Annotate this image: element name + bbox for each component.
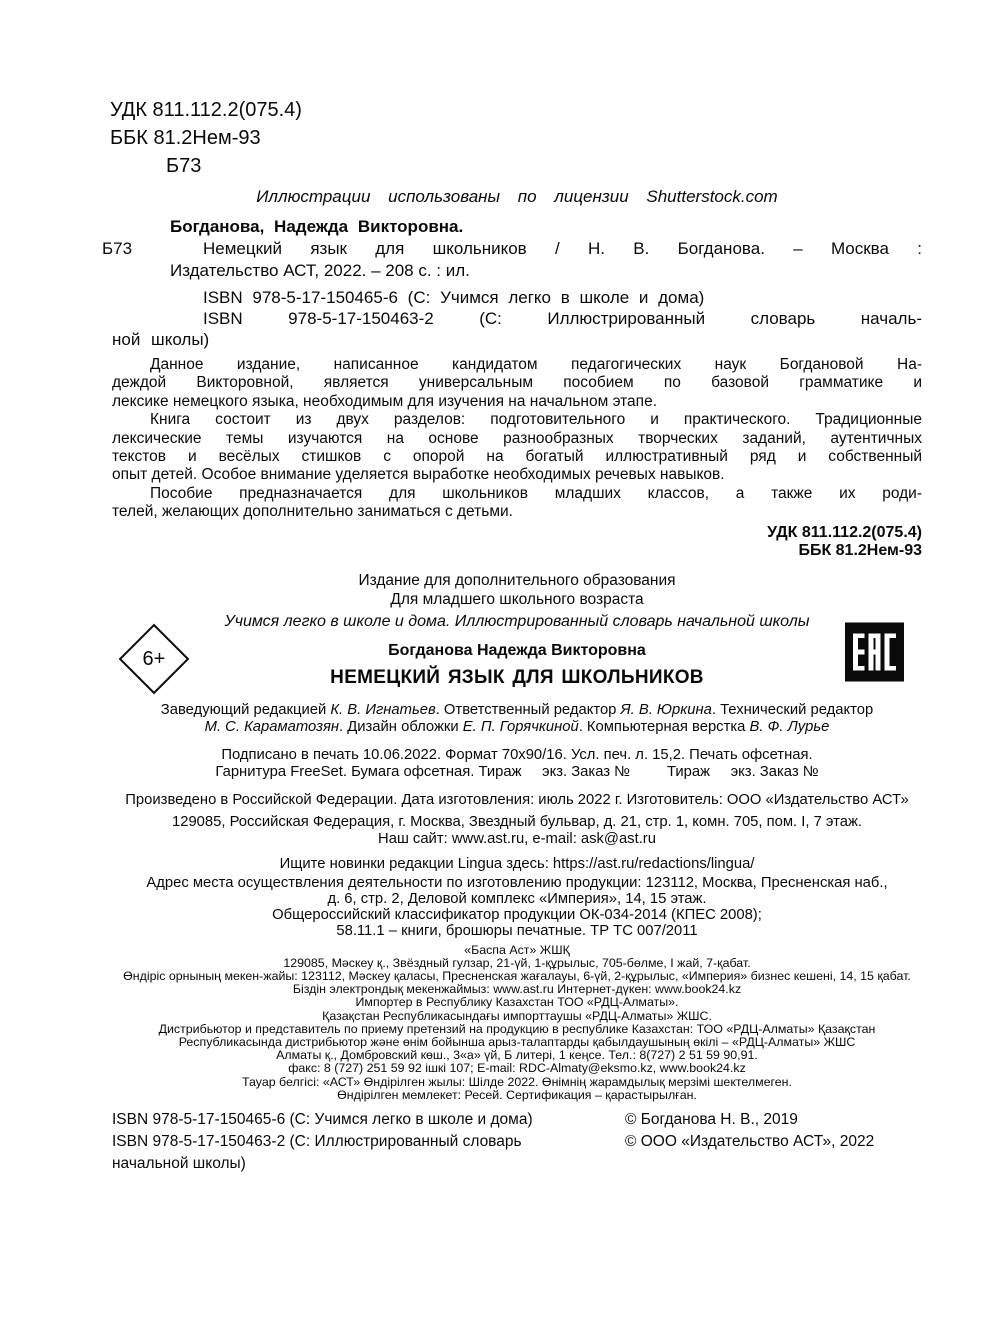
annotation-line: Книга состоит из двух разделов: подготовительного и практического. Традиционные	[150, 411, 922, 429]
annotation-line: лексические темы изучаются на основе разнообразных творческих заданий, аутентичных	[112, 429, 922, 447]
copyright-author: © Богданова Н. В., 2019	[625, 1111, 798, 1129]
annotation-line: текстов и весёлых стишков с опорой на богатый иллюстративный ряд и собственный	[112, 448, 922, 466]
copyright-column	[625, 1109, 874, 1153]
print-info-line-2: Гарнитура FreeSet. Бумага офсетная. Тираж экз. Заказ № Тираж экз. Заказ №	[215, 763, 819, 780]
publisher-site-line: Наш сайт: www.ast.ru, e-mail: ask@ast.ru	[378, 830, 656, 847]
kz-line: Дистрибьютор и представитель по приему претензий на продукцию в республике Казахстан: ТОО «РДЦ-Алматы» Қазақстан	[158, 1021, 876, 1036]
isbn-line-2: ISBN 978-5-17-150463-2 (С: Иллюстрированный словарь началь-	[203, 309, 922, 328]
kz-line: Біздін электрондық мекенжаймыз: www.ast.ru Интернет-дүкен: www.book24.kz	[292, 982, 742, 997]
editors-line-2	[112, 719, 922, 736]
catalog-card-label: Б73	[102, 239, 133, 258]
editors-text: . Компьютерная верстка	[578, 718, 750, 735]
kz-line: Өндірілген мемлекет: Ресей. Сертификация – қарастырылған.	[337, 1087, 697, 1102]
kz-line: Импортер в Республику Казахстан ТОО «РДЦ-Алматы».	[355, 995, 679, 1010]
editors-block	[112, 702, 922, 736]
license-line: Иллюстрации использованы по лицензии Shutterstock.com	[256, 187, 778, 206]
bbk-code-right: ББК 81.2Нем-93	[798, 542, 922, 560]
edition-block	[112, 571, 922, 689]
annotation-line: лексике немецкого языка, необходимым для изучения на начальном этапе.	[112, 392, 657, 410]
top-codes-block	[110, 96, 922, 180]
editors-text: . Технический редактор	[711, 701, 874, 718]
kz-line: Тауар белгісі: «АСТ» Өндірілген жылы: Шілде 2022. Өнімнің жарамдылық мерзімі шектелмеген.	[242, 1074, 792, 1089]
author-sign-code: Б73	[166, 155, 202, 177]
editor-name: В. Ф. Лурье	[749, 718, 830, 735]
production-address-block	[112, 875, 922, 939]
editors-text: Заведующий редакцией	[160, 701, 331, 718]
kazakhstan-block	[60, 944, 974, 1102]
publisher-address-line: 129085, Российская Федерация, г. Москва, Звездный бульвар, д. 21, стр. 1, комн. 705, пом. I, 7 этаж.	[171, 813, 863, 830]
book-author: Богданова Надежда Викторовна	[388, 641, 646, 659]
kz-line: 129085, Мәскеу қ., Звёздный гулзар, 21-үй, 1-құрылыс, 705-бөлме, I жай, 7-қабат.	[283, 955, 751, 970]
kz-line: Алматы қ., Домбровский көш., 3«а» үй, Б литері, 1 кеңсе. Тел.: 8(727) 2 51 59 90,91.	[276, 1048, 758, 1063]
annotation-line: опыт детей. Особое внимание уделяется выработке необходимых речевых навыков.	[112, 466, 725, 484]
udk-code-right: УДК 811.112.2(075.4)	[767, 523, 922, 541]
udk-code: УДК 811.112.2(075.4)	[110, 99, 302, 121]
catalog-card-title-line-1: Немецкий язык для школьников / Н. В. Богданова. – Москва :	[203, 239, 922, 258]
kz-line: Республикасында дистрибьютор және өнім бойынша арыз-талаптарды қабылдаушының өкілі – «РДЦ-Алматы» ЖШС	[178, 1035, 856, 1050]
editor-name: К. В. Игнатьев	[330, 701, 436, 718]
age-rating-label: 6+	[142, 647, 166, 670]
publisher-address-block	[112, 814, 922, 848]
classifier-line-1: Общероссийский классификатор продукции ОК-034-2014 (КПЕС 2008);	[272, 906, 762, 923]
print-info-line-1: Подписано в печать 10.06.2022. Формат 70х90/16. Усл. печ. л. 15,2. Печать офсетная.	[221, 746, 813, 763]
bottom-isbn-line-3: начальной школы)	[112, 1155, 246, 1173]
bottom-isbn-copyright-block	[112, 1109, 922, 1175]
lingua-line: Ищите новинки редакции Lingua здесь: https://ast.ru/redactions/lingua/	[279, 855, 755, 872]
bottom-isbn-line-1: ISBN 978-5-17-150465-6 (С: Учимся легко в школе и дома)	[112, 1111, 533, 1129]
edition-age-line: Для младшего школьного возраста	[390, 590, 644, 608]
bbk-code: ББК 81.2Нем-93	[110, 127, 261, 149]
edition-type-line: Издание для дополнительного образования	[358, 571, 676, 589]
annotation-line: телей, желающих дополнительно заниматься с детьми.	[112, 503, 513, 521]
annotation-line: деждой Викторовной, является универсальным пособием по базовой грамматике и	[112, 374, 922, 392]
editor-name: Е. П. Горячкиной	[462, 718, 579, 735]
editor-name: М. С. Караматозян	[204, 718, 340, 735]
editors-text: . Ответственный редактор	[435, 701, 621, 718]
annotation-line: Данное издание, написанное кандидатом педагогических наук Богдановой На-	[150, 356, 922, 373]
kz-line: факс: 8 (727) 251 59 92 ішкі 107; E-mail: RDC-Almaty@eksmo.kz, www.book24.kz	[288, 1061, 746, 1076]
production-address-line-2: д. 6, стр. 2, Деловой комплекс «Империя», 14, 15 этаж.	[327, 890, 707, 907]
eac-conformity-mark-icon	[845, 622, 904, 687]
annotation-line: Пособие предназначается для школьников младших классов, а также их роди-	[150, 484, 922, 502]
series-title-line: Учимся легко в школе и дома. Иллюстрированный словарь начальной школы	[224, 612, 810, 630]
editor-name: Я. В. Юркина	[620, 701, 712, 718]
isbn-line-1: ISBN 978-5-17-150465-6 (С: Учимся легко в школе и дома)	[203, 288, 705, 307]
annotation-block	[112, 356, 922, 522]
copyright-publisher: © ООО «Издательство АСТ», 2022	[625, 1133, 875, 1151]
bottom-isbn-line-2: ISBN 978-5-17-150463-2 (С: Иллюстрированный словарь	[112, 1133, 522, 1151]
produced-line: Произведено в Российской Федерации. Дата изготовления: июль 2022 г. Изготовитель: ООО «Издательство АСТ»	[125, 791, 909, 808]
print-info-block	[112, 747, 922, 781]
kz-line: Қазақстан Республикасындағы импорттаушы «РДЦ-Алматы» ЖШС.	[322, 1008, 712, 1023]
book-title: НЕМЕЦКИЙ ЯЗЫК ДЛЯ ШКОЛЬНИКОВ	[330, 666, 704, 688]
isbn-block	[112, 287, 922, 350]
editors-line-1	[112, 702, 922, 719]
catalog-card	[102, 216, 922, 350]
catalog-card-author: Богданова, Надежда Викторовна.	[170, 217, 464, 236]
classifier-line-2: 58.11.1 – книги, брошюры печатные. ТР ТС 007/2011	[336, 922, 698, 939]
editors-text: . Дизайн обложки	[339, 718, 463, 735]
kz-line: Өндіріс орнының мекен-жайы: 123112, Мәскеу қаласы, Пресненская жағалауы, 6-үй, 2-құрылыс, «Империя» бизнес кешені, 14, 15 қабат.	[123, 969, 911, 984]
codes-right-block	[112, 524, 922, 561]
catalog-card-title-line-2: Издательство АСТ, 2022. – 208 с. : ил.	[170, 261, 470, 280]
kz-line: «Баспа Аст» ЖШҚ	[464, 942, 570, 957]
isbn-line-2-wrap: ной школы)	[112, 330, 210, 349]
production-address-line-1: Адрес места осуществления деятельности по изготовлению продукции: 123112, Москва, Пресненская наб.,	[146, 874, 888, 891]
